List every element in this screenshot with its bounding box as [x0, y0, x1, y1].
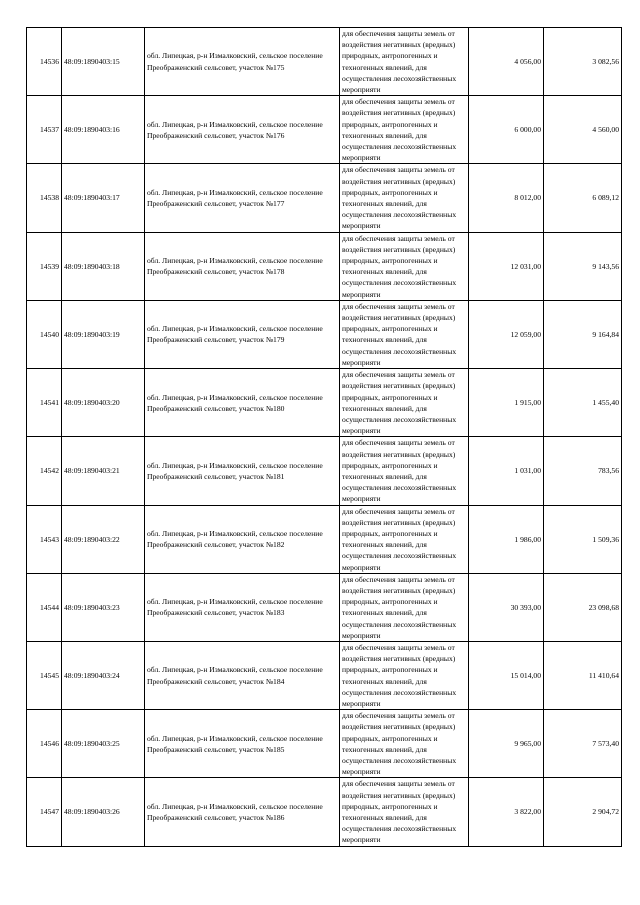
cadastral-value-cell: 1 509,36 [544, 505, 622, 573]
table-row [27, 710, 622, 778]
record-number-cell: 14544 [27, 573, 62, 641]
cadastral-value-cell: 11 410,64 [544, 641, 622, 709]
permitted-use-cell: для обеспечения защиты земель от воздействия негативных (вредных) природных, антропогенных и техногенных явлений, для осуществления лесохозяйственных мероприяти [340, 505, 469, 573]
area-cell: 1 031,00 [469, 437, 544, 505]
table-row [27, 164, 622, 232]
address-cell: обл. Липецкая, р-н Измалковский, сельское поселение Преображенский сельсовет, участок №180 [145, 369, 340, 437]
permitted-use-cell: для обеспечения защиты земель от воздействия негативных (вредных) природных, антропогенных и техногенных явлений, для осуществления лесохозяйственных мероприяти [340, 28, 469, 96]
cadastral-number-cell: 48:09:1890403:24 [62, 641, 145, 709]
table-row [27, 300, 622, 368]
area-cell: 8 012,00 [469, 164, 544, 232]
record-number-cell: 14538 [27, 164, 62, 232]
cadastral-value-cell: 1 455,40 [544, 369, 622, 437]
cadastral-number-cell: 48:09:1890403:21 [62, 437, 145, 505]
permitted-use-cell: для обеспечения защиты земель от воздействия негативных (вредных) природных, антропогенных и техногенных явлений, для осуществления лесохозяйственных мероприяти [340, 573, 469, 641]
permitted-use-cell: для обеспечения защиты земель от воздействия негативных (вредных) природных, антропогенных и техногенных явлений, для осуществления лесохозяйственных мероприяти [340, 369, 469, 437]
cadastral-value-cell: 6 089,12 [544, 164, 622, 232]
table-row [27, 573, 622, 641]
permitted-use-cell: для обеспечения защиты земель от воздействия негативных (вредных) природных, антропогенных и техногенных явлений, для осуществления лесохозяйственных мероприяти [340, 710, 469, 778]
cadastral-value-cell: 9 143,56 [544, 232, 622, 300]
record-number-cell: 14547 [27, 778, 62, 846]
table-row [27, 232, 622, 300]
record-number-cell: 14542 [27, 437, 62, 505]
registry-table-body [27, 28, 622, 847]
area-cell: 4 056,00 [469, 28, 544, 96]
permitted-use-cell: для обеспечения защиты земель от воздействия негативных (вредных) природных, антропогенных и техногенных явлений, для осуществления лесохозяйственных мероприяти [340, 437, 469, 505]
cadastral-number-cell: 48:09:1890403:17 [62, 164, 145, 232]
cadastral-number-cell: 48:09:1890403:16 [62, 96, 145, 164]
table-row [27, 641, 622, 709]
address-cell: обл. Липецкая, р-н Измалковский, сельское поселение Преображенский сельсовет, участок №181 [145, 437, 340, 505]
permitted-use-cell: для обеспечения защиты земель от воздействия негативных (вредных) природных, антропогенных и техногенных явлений, для осуществления лесохозяйственных мероприяти [340, 641, 469, 709]
cadastral-value-cell: 23 098,68 [544, 573, 622, 641]
permitted-use-cell: для обеспечения защиты земель от воздействия негативных (вредных) природных, антропогенных и техногенных явлений, для осуществления лесохозяйственных мероприяти [340, 164, 469, 232]
table-row [27, 505, 622, 573]
permitted-use-cell: для обеспечения защиты земель от воздействия негативных (вредных) природных, антропогенных и техногенных явлений, для осуществления лесохозяйственных мероприяти [340, 96, 469, 164]
area-cell: 30 393,00 [469, 573, 544, 641]
address-cell: обл. Липецкая, р-н Измалковский, сельское поселение Преображенский сельсовет, участок №182 [145, 505, 340, 573]
area-cell: 1 986,00 [469, 505, 544, 573]
table-row [27, 437, 622, 505]
address-cell: обл. Липецкая, р-н Измалковский, сельское поселение Преображенский сельсовет, участок №184 [145, 641, 340, 709]
cadastral-number-cell: 48:09:1890403:23 [62, 573, 145, 641]
permitted-use-cell: для обеспечения защиты земель от воздействия негативных (вредных) природных, антропогенных и техногенных явлений, для осуществления лесохозяйственных мероприяти [340, 232, 469, 300]
cadastral-value-cell: 9 164,84 [544, 300, 622, 368]
record-number-cell: 14541 [27, 369, 62, 437]
record-number-cell: 14539 [27, 232, 62, 300]
permitted-use-cell: для обеспечения защиты земель от воздействия негативных (вредных) природных, антропогенных и техногенных явлений, для осуществления лесохозяйственных мероприяти [340, 778, 469, 846]
area-cell: 3 822,00 [469, 778, 544, 846]
address-cell: обл. Липецкая, р-н Измалковский, сельское поселение Преображенский сельсовет, участок №183 [145, 573, 340, 641]
cadastral-value-cell: 2 904,72 [544, 778, 622, 846]
cadastral-number-cell: 48:09:1890403:25 [62, 710, 145, 778]
address-cell: обл. Липецкая, р-н Измалковский, сельское поселение Преображенский сельсовет, участок №185 [145, 710, 340, 778]
table-row [27, 778, 622, 846]
area-cell: 6 000,00 [469, 96, 544, 164]
cadastral-value-cell: 783,56 [544, 437, 622, 505]
address-cell: обл. Липецкая, р-н Измалковский, сельское поселение Преображенский сельсовет, участок №186 [145, 778, 340, 846]
permitted-use-cell: для обеспечения защиты земель от воздействия негативных (вредных) природных, антропогенных и техногенных явлений, для осуществления лесохозяйственных мероприяти [340, 300, 469, 368]
record-number-cell: 14537 [27, 96, 62, 164]
record-number-cell: 14540 [27, 300, 62, 368]
address-cell: обл. Липецкая, р-н Измалковский, сельское поселение Преображенский сельсовет, участок №177 [145, 164, 340, 232]
record-number-cell: 14545 [27, 641, 62, 709]
record-number-cell: 14543 [27, 505, 62, 573]
cadastral-number-cell: 48:09:1890403:19 [62, 300, 145, 368]
address-cell: обл. Липецкая, р-н Измалковский, сельское поселение Преображенский сельсовет, участок №179 [145, 300, 340, 368]
address-cell: обл. Липецкая, р-н Измалковский, сельское поселение Преображенский сельсовет, участок №178 [145, 232, 340, 300]
area-cell: 12 031,00 [469, 232, 544, 300]
table-row [27, 28, 622, 96]
address-cell: обл. Липецкая, р-н Измалковский, сельское поселение Преображенский сельсовет, участок №175 [145, 28, 340, 96]
cadastral-number-cell: 48:09:1890403:22 [62, 505, 145, 573]
cadastral-number-cell: 48:09:1890403:15 [62, 28, 145, 96]
area-cell: 9 965,00 [469, 710, 544, 778]
area-cell: 12 059,00 [469, 300, 544, 368]
cadastral-number-cell: 48:09:1890403:18 [62, 232, 145, 300]
land-plot-registry-table [26, 27, 622, 847]
area-cell: 15 014,00 [469, 641, 544, 709]
cadastral-value-cell: 4 560,00 [544, 96, 622, 164]
record-number-cell: 14546 [27, 710, 62, 778]
cadastral-value-cell: 3 082,56 [544, 28, 622, 96]
address-cell: обл. Липецкая, р-н Измалковский, сельское поселение Преображенский сельсовет, участок №176 [145, 96, 340, 164]
cadastral-number-cell: 48:09:1890403:26 [62, 778, 145, 846]
record-number-cell: 14536 [27, 28, 62, 96]
table-row [27, 96, 622, 164]
area-cell: 1 915,00 [469, 369, 544, 437]
cadastral-value-cell: 7 573,40 [544, 710, 622, 778]
cadastral-number-cell: 48:09:1890403:20 [62, 369, 145, 437]
table-row [27, 369, 622, 437]
